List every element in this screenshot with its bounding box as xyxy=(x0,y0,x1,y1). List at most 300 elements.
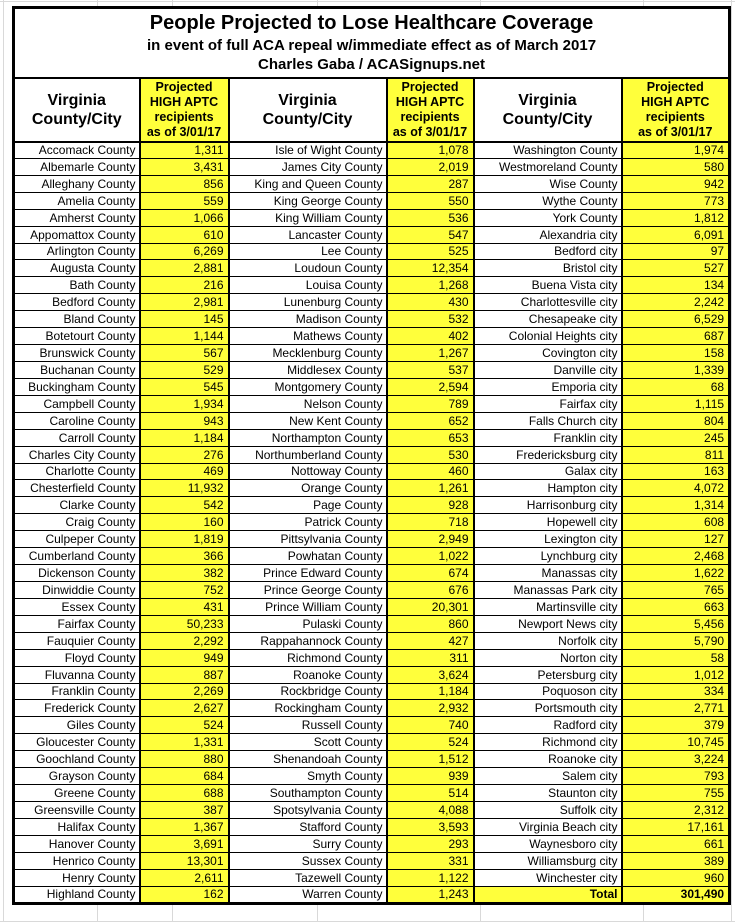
aptc-value-cell: 1,078 xyxy=(387,142,474,159)
county-name-cell: Russell County xyxy=(229,717,387,734)
table-row xyxy=(14,243,730,260)
aptc-value-cell: 652 xyxy=(387,412,474,429)
table-row xyxy=(14,717,730,734)
aptc-value-cell: 2,242 xyxy=(622,294,730,311)
county-name-cell: Craig County xyxy=(14,514,140,531)
county-name-cell: Manassas Park city xyxy=(474,581,622,598)
county-name-cell: Culpeper County xyxy=(14,531,140,548)
county-name-cell: Harrisonburg city xyxy=(474,497,622,514)
aptc-value-cell: 6,091 xyxy=(622,226,730,243)
table-row xyxy=(14,226,730,243)
table-row xyxy=(14,751,730,768)
table-row xyxy=(14,158,730,175)
county-name-cell: Henrico County xyxy=(14,852,140,869)
aptc-value-cell: 663 xyxy=(622,598,730,615)
county-name-cell: Frederick County xyxy=(14,700,140,717)
table-row xyxy=(14,446,730,463)
aptc-value-cell: 2,627 xyxy=(140,700,229,717)
county-name-cell: Washington County xyxy=(474,142,622,159)
aptc-value-cell: 331 xyxy=(387,852,474,869)
aptc-value-cell: 216 xyxy=(140,277,229,294)
aptc-value-cell: 608 xyxy=(622,514,730,531)
table-row xyxy=(14,497,730,514)
county-name-cell: Lee County xyxy=(229,243,387,260)
aptc-value-cell: 301,490 xyxy=(622,886,730,903)
aptc-value-cell: 3,624 xyxy=(387,666,474,683)
county-name-cell: Amherst County xyxy=(14,209,140,226)
county-name-cell: Greensville County xyxy=(14,801,140,818)
table-row xyxy=(14,852,730,869)
aptc-value-cell: 532 xyxy=(387,311,474,328)
county-name-cell: Louisa County xyxy=(229,277,387,294)
county-name-cell: Bedford County xyxy=(14,294,140,311)
aptc-value-cell: 529 xyxy=(140,361,229,378)
table-row xyxy=(14,531,730,548)
county-name-cell: Nottoway County xyxy=(229,463,387,480)
aptc-value-cell: 524 xyxy=(140,717,229,734)
county-name-cell: Franklin city xyxy=(474,429,622,446)
aptc-value-cell: 525 xyxy=(387,243,474,260)
aptc-value-cell: 542 xyxy=(140,497,229,514)
county-name-cell: Colonial Heights city xyxy=(474,328,622,345)
table-row xyxy=(14,734,730,751)
county-name-cell: Montgomery County xyxy=(229,378,387,395)
aptc-value-cell: 5,790 xyxy=(622,632,730,649)
aptc-value-cell: 1,268 xyxy=(387,277,474,294)
aptc-value-cell: 1,022 xyxy=(387,548,474,565)
aptc-value-cell: 12,354 xyxy=(387,260,474,277)
county-name-cell: Bath County xyxy=(14,277,140,294)
county-name-cell: Petersburg city xyxy=(474,666,622,683)
county-name-cell: Surry County xyxy=(229,835,387,852)
table-row xyxy=(14,412,730,429)
table-row xyxy=(14,615,730,632)
county-name-cell: Northumberland County xyxy=(229,446,387,463)
county-name-cell: Stafford County xyxy=(229,818,387,835)
county-name-cell: Fluvanna County xyxy=(14,666,140,683)
aptc-value-cell: 514 xyxy=(387,785,474,802)
county-name-cell: Lunenburg County xyxy=(229,294,387,311)
table-row xyxy=(14,548,730,565)
aptc-value-cell: 1,367 xyxy=(140,818,229,835)
county-name-cell: Middlesex County xyxy=(229,361,387,378)
aptc-value-cell: 1,974 xyxy=(622,142,730,159)
table-row xyxy=(14,345,730,362)
aptc-value-cell: 880 xyxy=(140,751,229,768)
county-name-cell: Portsmouth city xyxy=(474,700,622,717)
excel-gridline xyxy=(0,1,735,2)
aptc-value-cell: 2,932 xyxy=(387,700,474,717)
aptc-value-cell: 402 xyxy=(387,328,474,345)
attribution: Charles Gaba / ACASignups.net xyxy=(258,56,486,74)
county-name-cell: Manassas city xyxy=(474,565,622,582)
county-name-cell: Accomack County xyxy=(14,142,140,159)
county-name-cell: King George County xyxy=(229,192,387,209)
aptc-value-cell: 13,301 xyxy=(140,852,229,869)
county-name-cell: Chesterfield County xyxy=(14,480,140,497)
page-subtitle: in event of full ACA repeal w/immediate effect as of March 2017 xyxy=(147,37,597,55)
county-name-cell: Essex County xyxy=(14,598,140,615)
county-name-cell: Norfolk city xyxy=(474,632,622,649)
county-name-cell: Fredericksburg city xyxy=(474,446,622,463)
aptc-value-cell: 127 xyxy=(622,531,730,548)
aptc-value-cell: 2,269 xyxy=(140,683,229,700)
table-row xyxy=(14,785,730,802)
county-name-cell: Alleghany County xyxy=(14,175,140,192)
county-name-cell: Chesapeake city xyxy=(474,311,622,328)
county-name-cell: Grayson County xyxy=(14,768,140,785)
aptc-value-cell: 97 xyxy=(622,243,730,260)
county-name-cell: Dinwiddie County xyxy=(14,581,140,598)
aptc-value-cell: 311 xyxy=(387,649,474,666)
aptc-value-cell: 469 xyxy=(140,463,229,480)
aptc-value-cell: 773 xyxy=(622,192,730,209)
aptc-value-cell: 765 xyxy=(622,581,730,598)
county-name-cell: Northampton County xyxy=(229,429,387,446)
aptc-value-cell: 6,269 xyxy=(140,243,229,260)
aptc-value-cell: 887 xyxy=(140,666,229,683)
aptc-value-cell: 1,261 xyxy=(387,480,474,497)
county-name-cell: Radford city xyxy=(474,717,622,734)
aptc-value-cell: 580 xyxy=(622,158,730,175)
county-name-cell: Dickenson County xyxy=(14,565,140,582)
table-row xyxy=(14,260,730,277)
aptc-value-cell: 431 xyxy=(140,598,229,615)
county-name-cell: Richmond city xyxy=(474,734,622,751)
aptc-value-cell: 162 xyxy=(140,886,229,903)
title-row xyxy=(14,8,730,78)
aptc-value-cell: 4,072 xyxy=(622,480,730,497)
county-name-cell: Floyd County xyxy=(14,649,140,666)
aptc-value-cell: 430 xyxy=(387,294,474,311)
county-name-cell: King William County xyxy=(229,209,387,226)
excel-gridline xyxy=(731,0,732,922)
table-row xyxy=(14,480,730,497)
county-name-cell: Tazewell County xyxy=(229,869,387,886)
aptc-value-cell: 427 xyxy=(387,632,474,649)
aptc-value-cell: 366 xyxy=(140,548,229,565)
table-row xyxy=(14,869,730,886)
county-name-cell: Bristol city xyxy=(474,260,622,277)
county-name-cell: Buena Vista city xyxy=(474,277,622,294)
aptc-value-cell: 1,934 xyxy=(140,395,229,412)
county-name-cell: Mathews County xyxy=(229,328,387,345)
county-name-cell: Virginia Beach city xyxy=(474,818,622,835)
county-name-cell: Poquoson city xyxy=(474,683,622,700)
county-name-cell: Giles County xyxy=(14,717,140,734)
aptc-value-cell: 6,529 xyxy=(622,311,730,328)
county-name-cell: Rappahannock County xyxy=(229,632,387,649)
county-name-cell: Galax city xyxy=(474,463,622,480)
aptc-value-cell: 943 xyxy=(140,412,229,429)
table-row xyxy=(14,429,730,446)
county-name-cell: James City County xyxy=(229,158,387,175)
county-name-cell: Goochland County xyxy=(14,751,140,768)
aptc-value-cell: 755 xyxy=(622,785,730,802)
aptc-value-cell: 58 xyxy=(622,649,730,666)
county-name-cell: Franklin County xyxy=(14,683,140,700)
aptc-value-cell: 11,932 xyxy=(140,480,229,497)
table-row xyxy=(14,294,730,311)
county-name-cell: Albemarle County xyxy=(14,158,140,175)
county-name-cell: Hampton city xyxy=(474,480,622,497)
aptc-value-cell: 1,122 xyxy=(387,869,474,886)
aptc-value-cell: 3,691 xyxy=(140,835,229,852)
aptc-value-cell: 559 xyxy=(140,192,229,209)
table-row xyxy=(14,395,730,412)
aptc-value-cell: 684 xyxy=(140,768,229,785)
aptc-value-cell: 1,184 xyxy=(140,429,229,446)
aptc-value-cell: 676 xyxy=(387,581,474,598)
table-row xyxy=(14,581,730,598)
county-name-cell: Charlottesville city xyxy=(474,294,622,311)
table-row xyxy=(14,700,730,717)
county-name-cell: Southampton County xyxy=(229,785,387,802)
aptc-value-cell: 2,019 xyxy=(387,158,474,175)
aptc-value-cell: 3,224 xyxy=(622,751,730,768)
county-name-cell: York County xyxy=(474,209,622,226)
county-name-cell: Botetourt County xyxy=(14,328,140,345)
aptc-value-cell: 387 xyxy=(140,801,229,818)
county-name-cell: Prince William County xyxy=(229,598,387,615)
aptc-value-cell: 1,819 xyxy=(140,531,229,548)
aptc-value-cell: 5,456 xyxy=(622,615,730,632)
county-name-cell: Brunswick County xyxy=(14,345,140,362)
aptc-value-cell: 550 xyxy=(387,192,474,209)
county-name-cell: Fairfax County xyxy=(14,615,140,632)
aptc-value-cell: 2,292 xyxy=(140,632,229,649)
aptc-value-cell: 740 xyxy=(387,717,474,734)
aptc-value-cell: 287 xyxy=(387,175,474,192)
table-row xyxy=(14,666,730,683)
county-name-cell: Norton city xyxy=(474,649,622,666)
aptc-value-cell: 2,611 xyxy=(140,869,229,886)
county-name-cell: Isle of Wight County xyxy=(229,142,387,159)
county-name-cell: Richmond County xyxy=(229,649,387,666)
county-name-cell: Danville city xyxy=(474,361,622,378)
county-name-cell: Appomattox County xyxy=(14,226,140,243)
aptc-value-cell: 1,184 xyxy=(387,683,474,700)
table-row xyxy=(14,683,730,700)
aptc-value-cell: 389 xyxy=(622,852,730,869)
table-title-block xyxy=(14,8,730,78)
county-name-cell: Greene County xyxy=(14,785,140,802)
aptc-value-cell: 1,512 xyxy=(387,751,474,768)
aptc-column-header: Projected HIGH APTC recipients as of 3/01/17 xyxy=(140,78,229,142)
county-name-cell: Staunton city xyxy=(474,785,622,802)
aptc-value-cell: 856 xyxy=(140,175,229,192)
aptc-value-cell: 949 xyxy=(140,649,229,666)
aptc-value-cell: 653 xyxy=(387,429,474,446)
aptc-value-cell: 2,594 xyxy=(387,378,474,395)
county-name-cell: Pittsylvania County xyxy=(229,531,387,548)
aptc-value-cell: 527 xyxy=(622,260,730,277)
county-name-cell: Suffolk city xyxy=(474,801,622,818)
coverage-table xyxy=(12,6,731,905)
table-row xyxy=(14,175,730,192)
table-row xyxy=(14,378,730,395)
aptc-value-cell: 661 xyxy=(622,835,730,852)
aptc-value-cell: 4,088 xyxy=(387,801,474,818)
county-name-cell: Williamsburg city xyxy=(474,852,622,869)
county-name-cell: Arlington County xyxy=(14,243,140,260)
aptc-value-cell: 1,066 xyxy=(140,209,229,226)
county-name-cell: Bland County xyxy=(14,311,140,328)
county-name-cell: Bedford city xyxy=(474,243,622,260)
county-name-cell: Martinsville city xyxy=(474,598,622,615)
aptc-value-cell: 20,301 xyxy=(387,598,474,615)
county-name-cell: Shenandoah County xyxy=(229,751,387,768)
county-name-cell: Covington city xyxy=(474,345,622,362)
table-row xyxy=(14,463,730,480)
aptc-value-cell: 2,949 xyxy=(387,531,474,548)
county-name-cell: Charles City County xyxy=(14,446,140,463)
county-name-cell: Prince Edward County xyxy=(229,565,387,582)
column-header-row xyxy=(14,78,730,142)
county-name-cell: Newport News city xyxy=(474,615,622,632)
county-name-cell: Cumberland County xyxy=(14,548,140,565)
aptc-value-cell: 804 xyxy=(622,412,730,429)
aptc-value-cell: 2,468 xyxy=(622,548,730,565)
county-name-cell: Rockingham County xyxy=(229,700,387,717)
table-row xyxy=(14,649,730,666)
aptc-value-cell: 1,144 xyxy=(140,328,229,345)
aptc-value-cell: 460 xyxy=(387,463,474,480)
aptc-value-cell: 1,311 xyxy=(140,142,229,159)
table-row xyxy=(14,801,730,818)
county-name-cell: Hanover County xyxy=(14,835,140,852)
county-name-cell: Alexandria city xyxy=(474,226,622,243)
county-name-cell: Charlotte County xyxy=(14,463,140,480)
table-body xyxy=(14,142,730,904)
aptc-value-cell: 10,745 xyxy=(622,734,730,751)
county-name-cell: Nelson County xyxy=(229,395,387,412)
aptc-value-cell: 1,243 xyxy=(387,886,474,903)
aptc-value-cell: 688 xyxy=(140,785,229,802)
aptc-value-cell: 334 xyxy=(622,683,730,700)
aptc-value-cell: 145 xyxy=(140,311,229,328)
table-row xyxy=(14,835,730,852)
aptc-value-cell: 1,812 xyxy=(622,209,730,226)
county-name-cell: Scott County xyxy=(229,734,387,751)
aptc-value-cell: 379 xyxy=(622,717,730,734)
county-name-cell: Lynchburg city xyxy=(474,548,622,565)
county-name-cell: Falls Church city xyxy=(474,412,622,429)
aptc-value-cell: 160 xyxy=(140,514,229,531)
aptc-value-cell: 537 xyxy=(387,361,474,378)
county-name-cell: Rockbridge County xyxy=(229,683,387,700)
county-column-header: Virginia County/City xyxy=(474,78,622,142)
aptc-value-cell: 382 xyxy=(140,565,229,582)
coverage-table-frame xyxy=(12,6,728,905)
aptc-value-cell: 134 xyxy=(622,277,730,294)
table-row xyxy=(14,565,730,582)
table-row xyxy=(14,328,730,345)
aptc-value-cell: 163 xyxy=(622,463,730,480)
county-name-cell: Winchester city xyxy=(474,869,622,886)
county-name-cell: Lexington city xyxy=(474,531,622,548)
aptc-value-cell: 567 xyxy=(140,345,229,362)
county-name-cell: Caroline County xyxy=(14,412,140,429)
aptc-value-cell: 687 xyxy=(622,328,730,345)
county-name-cell: Warren County xyxy=(229,886,387,903)
county-name-cell: Fairfax city xyxy=(474,395,622,412)
aptc-value-cell: 3,593 xyxy=(387,818,474,835)
aptc-value-cell: 276 xyxy=(140,446,229,463)
county-name-cell: Carroll County xyxy=(14,429,140,446)
county-name-cell: Roanoke city xyxy=(474,751,622,768)
county-name-cell: Patrick County xyxy=(229,514,387,531)
aptc-value-cell: 1,115 xyxy=(622,395,730,412)
aptc-value-cell: 718 xyxy=(387,514,474,531)
county-name-cell: Wise County xyxy=(474,175,622,192)
county-name-cell: Sussex County xyxy=(229,852,387,869)
aptc-value-cell: 674 xyxy=(387,565,474,582)
aptc-value-cell: 245 xyxy=(622,429,730,446)
county-column-header: Virginia County/City xyxy=(14,78,140,142)
aptc-value-cell: 293 xyxy=(387,835,474,852)
aptc-value-cell: 547 xyxy=(387,226,474,243)
county-name-cell: Powhatan County xyxy=(229,548,387,565)
aptc-value-cell: 536 xyxy=(387,209,474,226)
county-name-cell: Madison County xyxy=(229,311,387,328)
table-row xyxy=(14,598,730,615)
county-name-cell: Hopewell city xyxy=(474,514,622,531)
county-name-cell: Highland County xyxy=(14,886,140,903)
aptc-value-cell: 50,233 xyxy=(140,615,229,632)
county-name-cell: Gloucester County xyxy=(14,734,140,751)
county-name-cell: Westmoreland County xyxy=(474,158,622,175)
aptc-value-cell: 811 xyxy=(622,446,730,463)
county-name-cell: Lancaster County xyxy=(229,226,387,243)
aptc-value-cell: 610 xyxy=(140,226,229,243)
county-name-cell: Pulaski County xyxy=(229,615,387,632)
county-name-cell: Orange County xyxy=(229,480,387,497)
county-name-cell: Buchanan County xyxy=(14,361,140,378)
county-name-cell: Spotsylvania County xyxy=(229,801,387,818)
table-row xyxy=(14,311,730,328)
table-row xyxy=(14,886,730,903)
aptc-value-cell: 2,312 xyxy=(622,801,730,818)
aptc-value-cell: 1,331 xyxy=(140,734,229,751)
county-name-cell: Emporia city xyxy=(474,378,622,395)
aptc-value-cell: 2,881 xyxy=(140,260,229,277)
table-row xyxy=(14,514,730,531)
aptc-value-cell: 158 xyxy=(622,345,730,362)
county-name-cell: Buckingham County xyxy=(14,378,140,395)
county-name-cell: Smyth County xyxy=(229,768,387,785)
aptc-value-cell: 2,981 xyxy=(140,294,229,311)
table-row xyxy=(14,142,730,159)
aptc-column-header: Projected HIGH APTC recipients as of 3/01/17 xyxy=(387,78,474,142)
county-name-cell: Salem city xyxy=(474,768,622,785)
aptc-value-cell: 17,161 xyxy=(622,818,730,835)
excel-gridline xyxy=(3,0,4,922)
county-name-cell: Waynesboro city xyxy=(474,835,622,852)
county-name-cell: Page County xyxy=(229,497,387,514)
county-name-cell: Total xyxy=(474,886,622,903)
county-name-cell: Roanoke County xyxy=(229,666,387,683)
table-row xyxy=(14,632,730,649)
county-name-cell: Loudoun County xyxy=(229,260,387,277)
table-row xyxy=(14,209,730,226)
aptc-value-cell: 545 xyxy=(140,378,229,395)
aptc-value-cell: 1,339 xyxy=(622,361,730,378)
county-name-cell: Amelia County xyxy=(14,192,140,209)
county-column-header: Virginia County/City xyxy=(229,78,387,142)
county-name-cell: Augusta County xyxy=(14,260,140,277)
aptc-value-cell: 793 xyxy=(622,768,730,785)
